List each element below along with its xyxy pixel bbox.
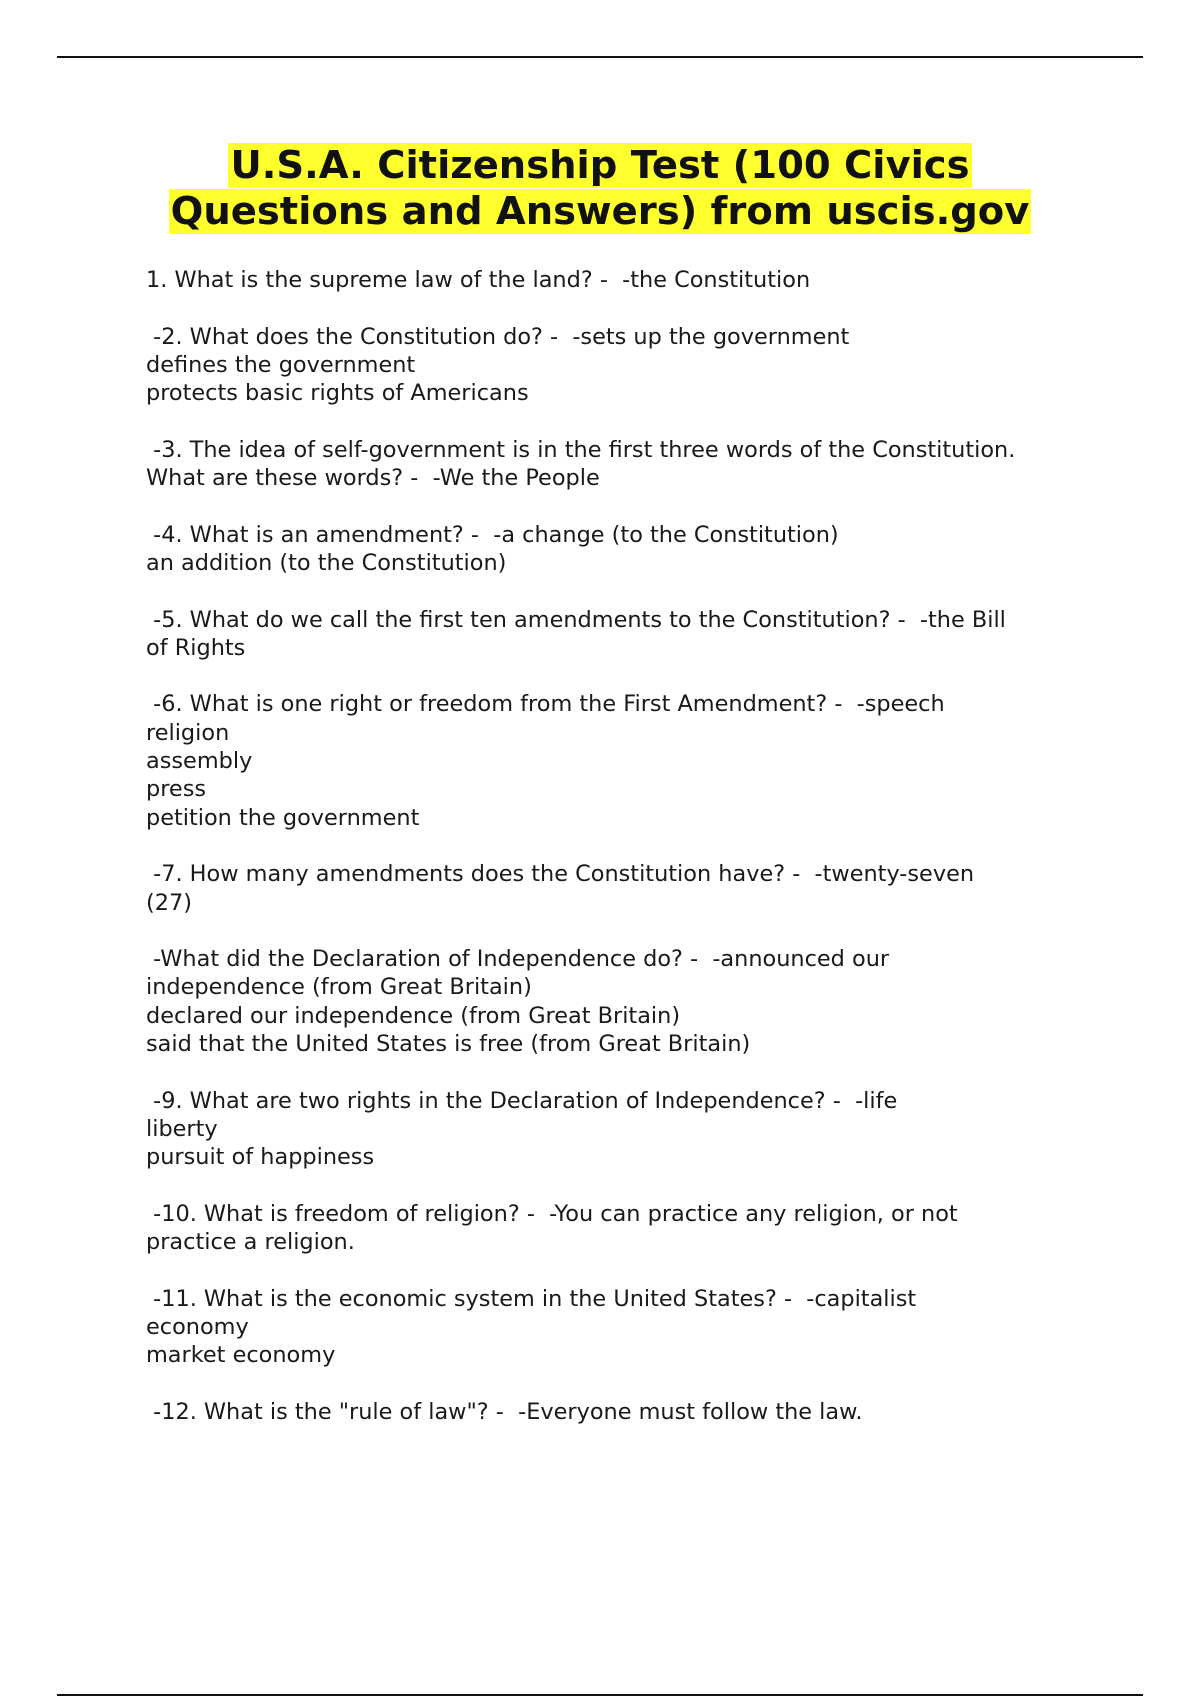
question-line: -3. The idea of self-government is in the first three words of the Constitution. xyxy=(146,436,1016,463)
qa-item xyxy=(146,1398,1106,1426)
answer-line: What are these words? - -We the People xyxy=(146,465,600,492)
answer-line: liberty xyxy=(146,1115,218,1142)
answer-line: market economy xyxy=(146,1342,336,1369)
answer-line: economy xyxy=(146,1313,249,1340)
bottom-rule xyxy=(57,1694,1143,1696)
qa-item xyxy=(146,521,1106,578)
answer-line: assembly xyxy=(146,748,253,775)
answer-line: of Rights xyxy=(146,634,246,661)
answer-line: declared our independence (from Great Britain) xyxy=(146,1002,681,1029)
question-line: -11. What is the economic system in the United States? - -capitalist xyxy=(146,1285,917,1312)
question-line: -9. What are two rights in the Declaration of Independence? - -life xyxy=(146,1087,898,1114)
top-rule xyxy=(57,56,1143,58)
question-line: -What did the Declaration of Independence do? - -announced our xyxy=(146,946,890,973)
answer-line: independence (from Great Britain) xyxy=(146,974,532,1001)
qa-item xyxy=(146,690,1106,831)
qa-item xyxy=(146,1285,1106,1370)
answer-line: protects basic rights of Americans xyxy=(146,380,529,407)
title-line-2: Questions and Answers) from uscis.gov xyxy=(170,189,1030,234)
answer-line: pursuit of happiness xyxy=(146,1144,375,1171)
answer-line: said that the United States is free (from Great Britain) xyxy=(146,1031,751,1058)
qa-item xyxy=(146,266,1106,294)
qa-item xyxy=(146,945,1106,1058)
question-line: -5. What do we call the first ten amendments to the Constitution? - -the Bill xyxy=(146,606,1006,633)
qa-item xyxy=(146,323,1106,408)
answer-line: petition the government xyxy=(146,804,420,831)
qa-item xyxy=(146,860,1106,917)
answer-line: (27) xyxy=(146,889,192,916)
qa-item xyxy=(146,436,1106,493)
answer-line: practice a religion. xyxy=(146,1229,355,1256)
qa-item xyxy=(146,606,1106,663)
qa-item xyxy=(146,1087,1106,1172)
document-title xyxy=(0,143,1200,235)
question-line: -2. What does the Constitution do? - -sets up the government xyxy=(146,323,850,350)
qa-item xyxy=(146,1200,1106,1257)
question-answer-list xyxy=(146,266,1106,1454)
question-line: -7. How many amendments does the Constitution have? - -twenty-seven xyxy=(146,861,975,888)
answer-line: defines the government xyxy=(146,351,416,378)
title-line-1: U.S.A. Citizenship Test (100 Civics xyxy=(230,143,970,188)
answer-line: an addition (to the Constitution) xyxy=(146,549,507,576)
question-line: -6. What is one right or freedom from the First Amendment? - -speech xyxy=(146,691,945,718)
answer-line: religion xyxy=(146,719,230,746)
question-line: -10. What is freedom of religion? - -You can practice any religion, or not xyxy=(146,1200,958,1227)
answer-line: press xyxy=(146,776,207,803)
question-line: 1. What is the supreme law of the land? - -the Constitution xyxy=(146,267,811,293)
question-line: -4. What is an amendment? - -a change (to the Constitution) xyxy=(146,521,839,548)
question-line: -12. What is the "rule of law"? - -Everyone must follow the law. xyxy=(146,1398,863,1425)
